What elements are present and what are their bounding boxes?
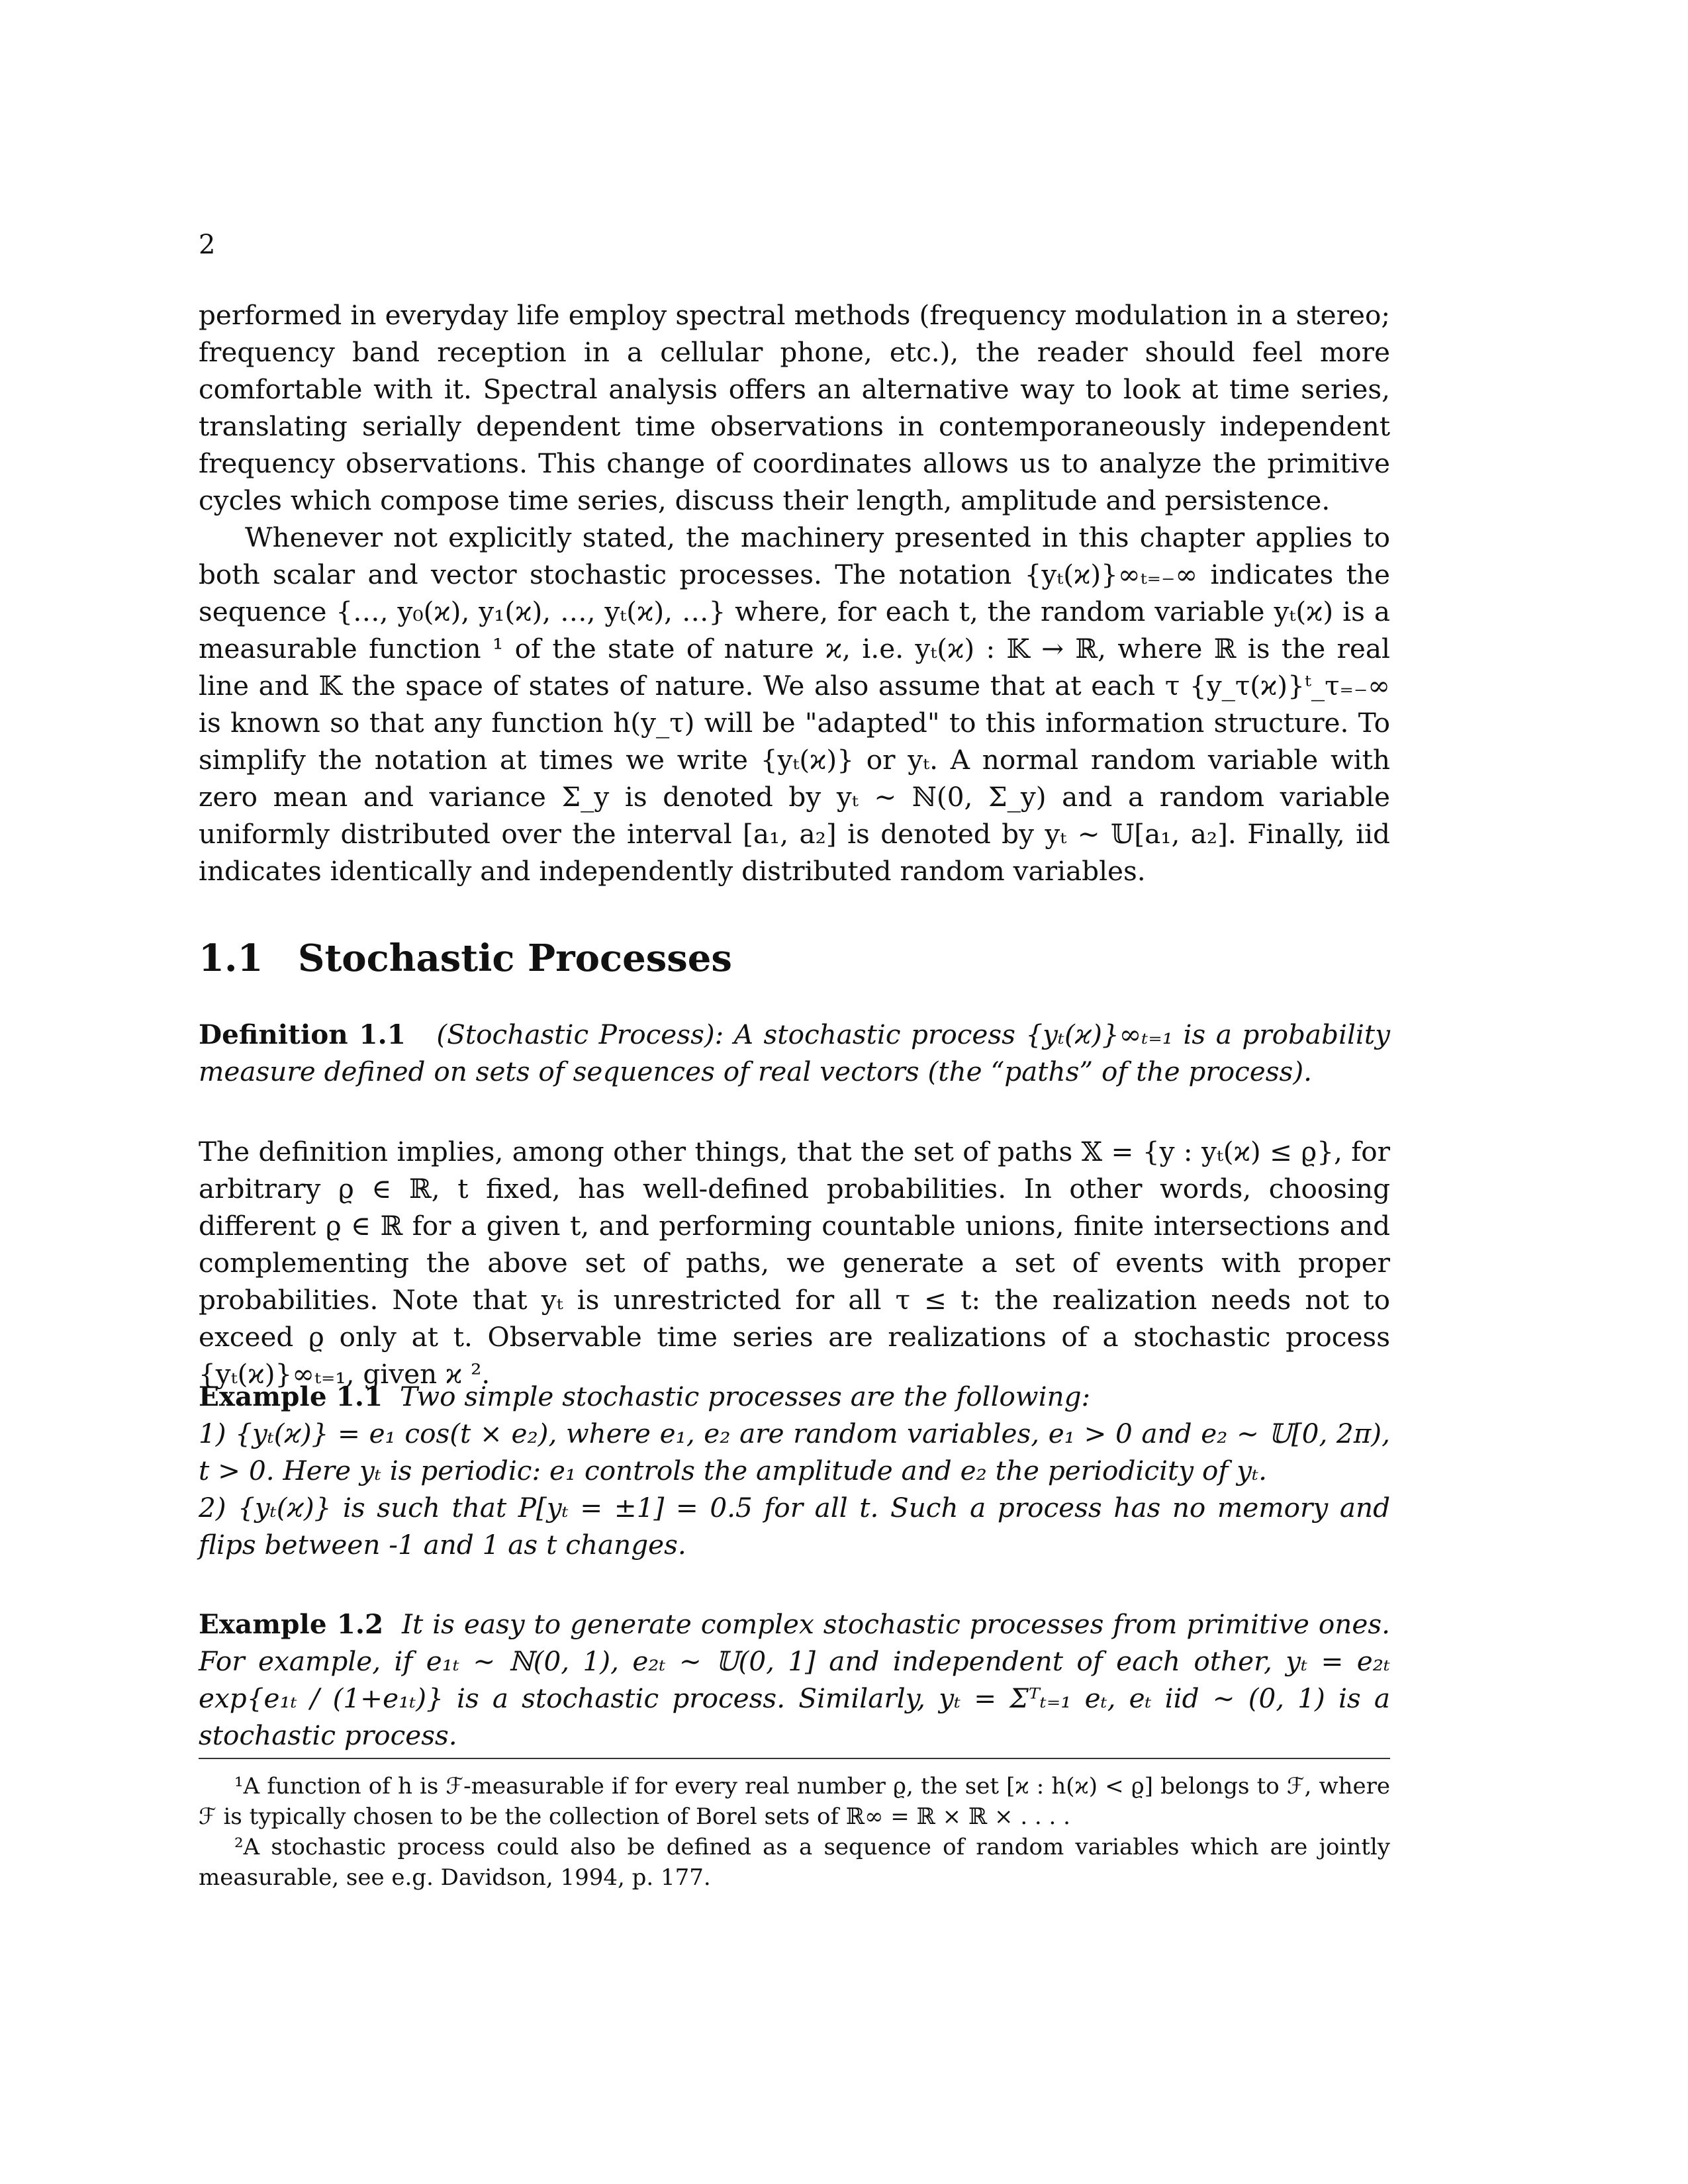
example-2-text: It is easy to generate complex stochastic processes from primitive ones. For example, if e₁ₜ ∼ ℕ(0, 1), e₂ₜ ∼ 𝕌(0, 1] and independent of each other, yₜ = e₂ₜ exp{e₁ₜ / (1+e₁ₜ)} is a stochastic process. Similarly, yₜ = Σᵀₜ₌₁ eₜ, eₜ iid ∼ (0, 1) is a stochastic process. (199, 1608, 1390, 1751)
section-number: 1.1 (199, 936, 263, 980)
paragraph-intro-1: performed in everyday life employ spectral methods (frequency modulation in a stereo; frequency band reception in a cellular phone, etc.), the reader should feel more comfortable with it. Spectral analysis offers an alternative way to look at time series, translating serially dependent time observations in contemporaneously independent frequency observations. This change of coordinates allows us to analyze the primitive cycles which compose time series, discuss their length, amplitude and persistence. (199, 299, 1390, 516)
footnote-divider (199, 1758, 1390, 1759)
definition-label: Definition 1.1 (199, 1019, 406, 1050)
example-2-label: Example 1.2 (199, 1608, 384, 1640)
definition-paragraph (199, 1016, 1390, 1090)
example-2-paragraph (199, 1606, 1390, 1754)
definition-block (199, 1016, 1390, 1090)
example-1-item-2: 2) {yₜ(ϰ)} is such that P[yₜ = ±1] = 0.5 for all t. Such a process has no memory and flips between -1 and 1 as t changes. (199, 1492, 1390, 1561)
footnotes (199, 1771, 1390, 1893)
section-title: Stochastic Processes (298, 936, 732, 980)
footnote-2: ²A stochastic process could also be defined as a sequence of random variables which are jointly measurable, see e.g. Davidson, 1994, p. 177. (199, 1834, 1390, 1891)
example-1-intro (199, 1378, 1390, 1415)
example-1-block (199, 1378, 1390, 1563)
example-2-block (199, 1606, 1390, 1754)
definition-text: (Stochastic Process): A stochastic process {yₜ(ϰ)}∞ₜ₌₁ is a probability measure defined on sets of sequences of real vectors (the “paths” of the process). (199, 1019, 1391, 1087)
example-1-item-1: 1) {yₜ(ϰ)} = e₁ cos(t × e₂), where e₁, e₂ are random variables, e₁ > 0 and e₂ ∼ 𝕌[0, 2π), t > 0. Here yₜ is periodic: e₁ controls the amplitude and e₂ the periodicity of yₜ. (199, 1418, 1390, 1486)
body-block (199, 1133, 1390, 1392)
paragraph-intro-2: Whenever not explicitly stated, the machinery presented in this chapter applies to both scalar and vector stochastic processes. The notation {yₜ(ϰ)}∞ₜ₌₋∞ indicates the sequence {…, y₀(ϰ), y₁(ϰ), …, yₜ(ϰ), …} where, for each t, the random variable yₜ(ϰ) is a measurable function ¹ of the state of nature ϰ, i.e. yₜ(ϰ) : 𝕂 → ℝ, where ℝ is the real line and 𝕂 the space of states of nature. We also assume that at each τ {y_τ(ϰ)}ᵗ_τ₌₋∞ is known so that any function h(y_τ) will be "adapted" to this information structure. To simplify the notation at times we write {yₜ(ϰ)} or yₜ. A normal random variable with zero mean and variance Σ_y is denoted by yₜ ∼ ℕ(0, Σ_y) and a random variable uniformly distributed over the interval [a₁, a₂] is denoted by yₜ ∼ 𝕌[a₁, a₂]. Finally, iid indicates identically and independently distributed random variables. (199, 522, 1390, 887)
intro-section (199, 296, 1390, 889)
example-1-label: Example 1.1 (199, 1381, 383, 1412)
footnote-1: ¹A function of h is ℱ-measurable if for every real number ϱ, the set [ϰ : h(ϰ) < ϱ] belongs to ℱ, where ℱ is typically chosen to be the collection of Borel sets of ℝ∞ = ℝ × ℝ × . . . . (199, 1773, 1390, 1830)
paragraph-paths: The definition implies, among other things, that the set of paths 𝕏 = {y : yₜ(ϰ) ≤ ϱ}, for arbitrary ϱ ∈ ℝ, t fixed, has well-defined probabilities. In other words, choosing different ϱ ∈ ℝ for a given t, and performing countable unions, finite intersections and complementing the above set of paths, we generate a set of events with proper probabilities. Note that yₜ is unrestricted for all τ ≤ t: the realization needs not to exceed ϱ only at t. Observable time series are realizations of a stochastic process {yₜ(ϰ)}∞ₜ₌₁, given ϰ ². (199, 1136, 1390, 1390)
section-heading (199, 936, 732, 980)
example-1-intro-text: Two simple stochastic processes are the following: (399, 1381, 1091, 1412)
page-number: 2 (199, 230, 216, 260)
